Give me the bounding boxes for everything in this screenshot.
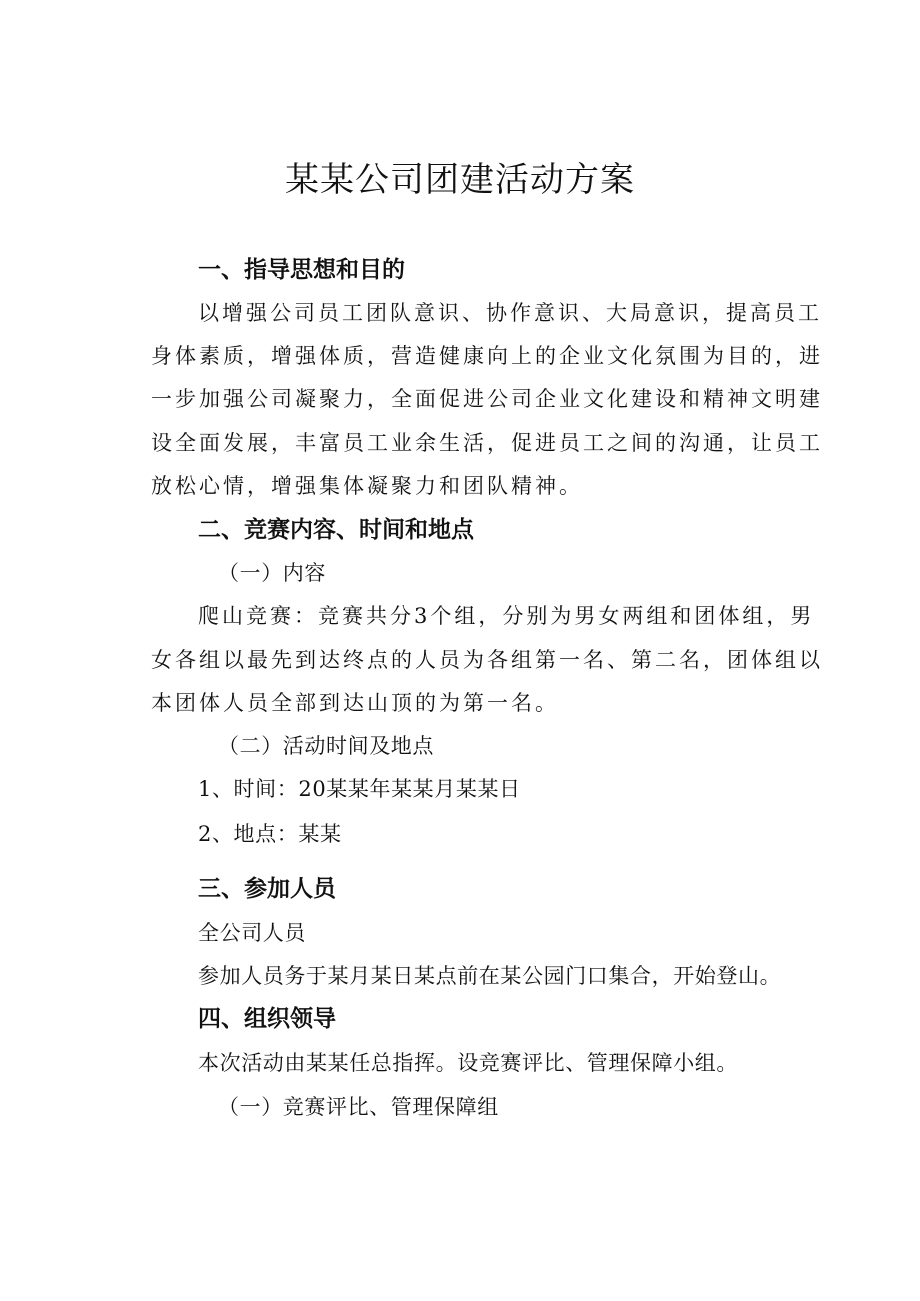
gathering-line: 参加人员务于某月某日某点前在某公园门口集合，开始登山。 — [198, 964, 782, 988]
document-title: 某某公司团建活动方案 — [285, 160, 635, 200]
subheading-time-place: （二）活动时间及地点 — [218, 734, 434, 758]
participants-line: 全公司人员 — [198, 921, 306, 945]
section-heading-4: 四、组织领导 — [198, 1006, 336, 1032]
activity-time: 1、时间：20某某年某某月某某日 — [198, 777, 521, 801]
paragraph-line: 设全面发展，丰富员工业余生活，促进员工之间的沟通，让员工 — [151, 431, 823, 455]
paragraph-line: 放松心情，增强集体凝聚力和团队精神。 — [151, 474, 583, 498]
section-heading-1: 一、指导思想和目的 — [198, 257, 405, 283]
subheading-content: （一）内容 — [218, 561, 326, 585]
leadership-line: 本次活动由某某任总指挥。设竞赛评比、管理保障小组。 — [198, 1051, 738, 1075]
section-heading-2: 二、竞赛内容、时间和地点 — [198, 517, 474, 543]
subheading-judging-group: （一）竞赛评比、管理保障组 — [218, 1095, 499, 1119]
paragraph-line: 女各组以最先到达终点的人员为各组第一名、第二名，团体组以 — [151, 648, 823, 672]
section-heading-3: 三、参加人员 — [198, 876, 336, 902]
activity-place: 2、地点：某某 — [198, 822, 342, 846]
paragraph-line: 以增强公司员工团队意识、协作意识、大局意识，提高员工 — [198, 301, 822, 325]
paragraph-line: 身体素质，增强体质，营造健康向上的企业文化氛围为目的，进 — [151, 344, 823, 368]
paragraph-line: 爬山竞赛：竞赛共分3个组，分别为男女两组和团体组，男 — [198, 604, 815, 628]
paragraph-line: 一步加强公司凝聚力，全面促进公司企业文化建设和精神文明建 — [151, 387, 823, 411]
paragraph-line: 本团体人员全部到达山顶的为第一名。 — [151, 691, 559, 715]
